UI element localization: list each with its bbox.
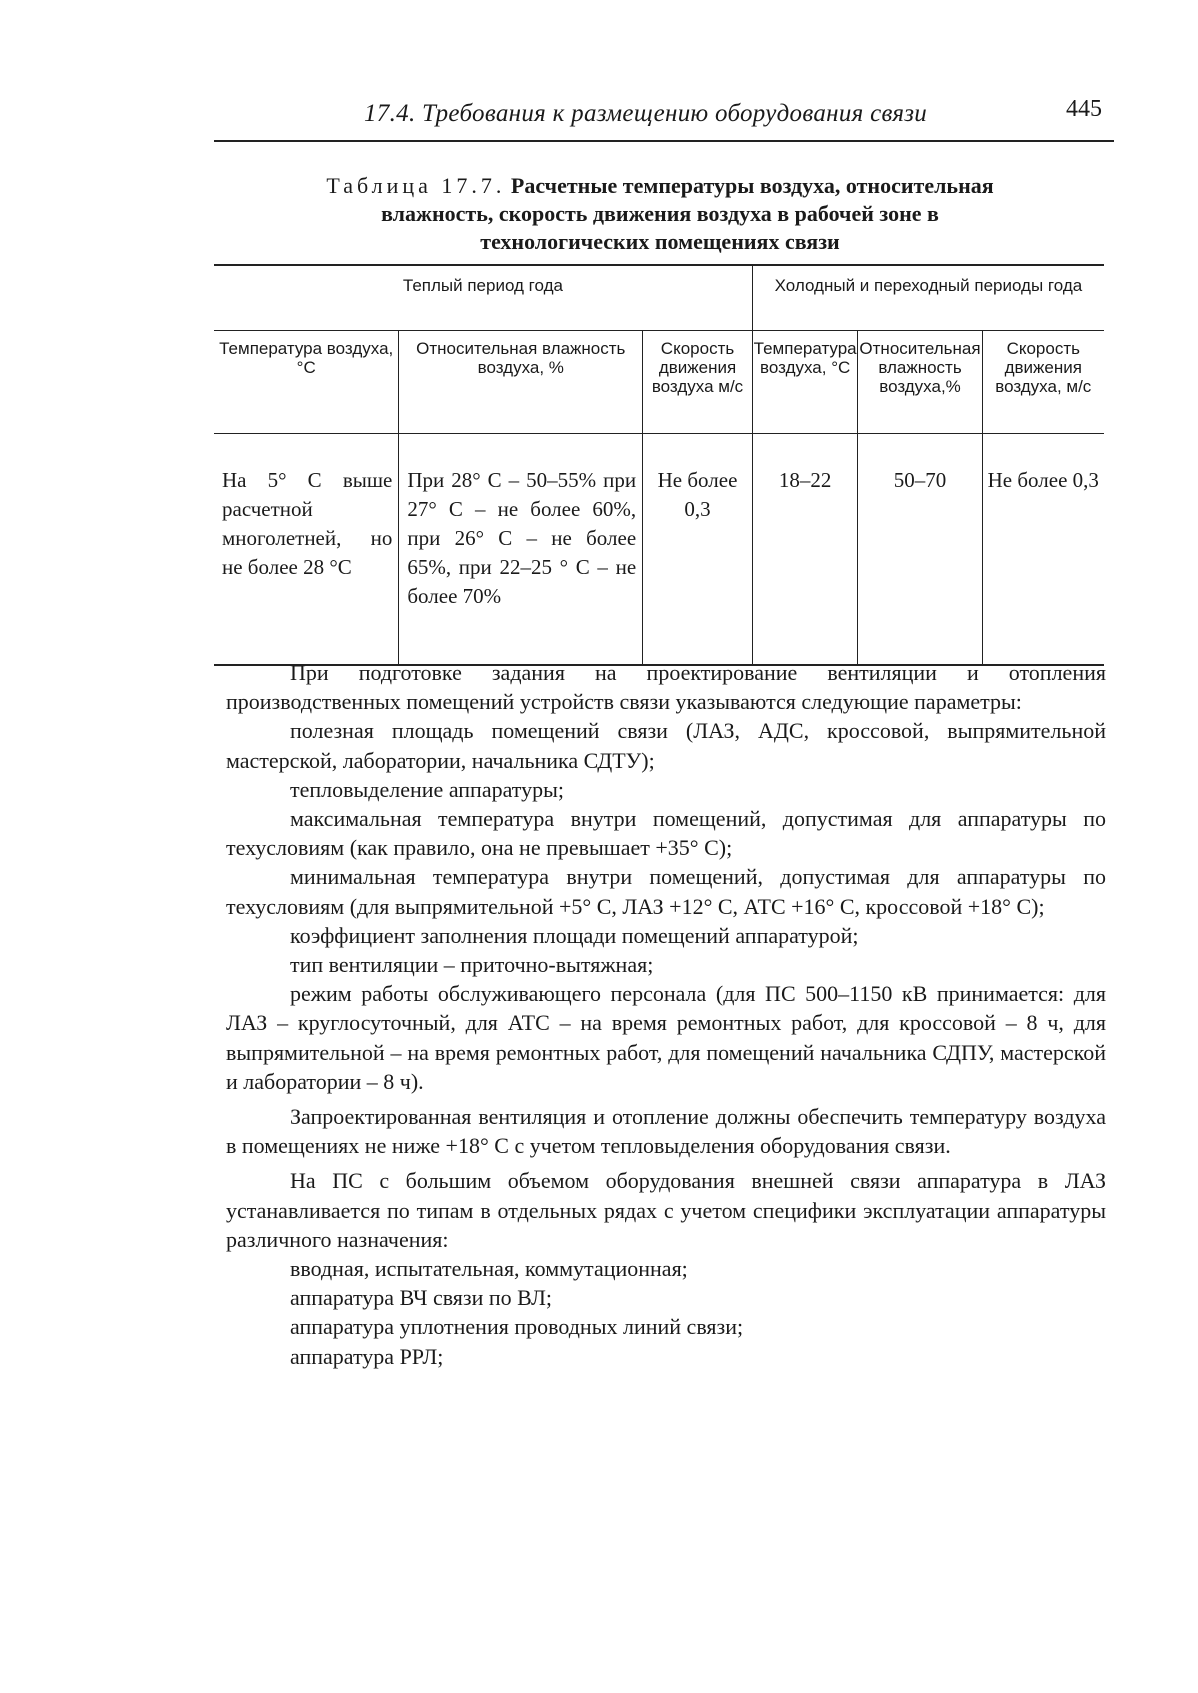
cell-cold-humidity: 50–70 xyxy=(858,434,982,666)
list-item: аппаратура уплотнения проводных линий связи; xyxy=(290,1314,744,1340)
cell-warm-temp: На 5° С выше расчетной многолетней, но не более 28 °С xyxy=(214,434,399,666)
paragraph: Запроектированная вентиляция и отопление должны обеспечить температуру воздуха в помещениях не ниже +18° С с учетом тепловыделения оборудования связи. xyxy=(226,1104,1106,1159)
list-item: тип вентиляции – приточно-вытяжная; xyxy=(290,952,654,978)
list-item: коэффициент заполнения площади помещений аппаратурой; xyxy=(290,922,859,948)
table-group-header-row xyxy=(214,265,1104,331)
cell-cold-speed: Не более 0,3 xyxy=(982,434,1104,666)
cell-warm-speed: Не более 0,3 xyxy=(643,434,753,666)
table-row xyxy=(214,434,1104,666)
group-header-cold: Холодный и переходный периоды года xyxy=(752,265,1104,331)
list-item: режим работы обслуживающего персонала (для ПС 500–1150 кВ принимается: для ЛАЗ – круглосуточный, для АТС – на время ремонтных работ, для кроссовой – 8 ч, для выпрямительной – на время ремонтных работ, для помещений начальника СДПУ, мастерской и лаборатории – 8 ч). xyxy=(226,981,1106,1094)
page-number: 445 xyxy=(1066,96,1102,122)
paragraph: На ПС с большим объемом оборудования внешней связи аппаратура в ЛАЗ устанавливается по типам в отдельных рядах с учетом специфики эксплуатации аппаратуры различного назначения: xyxy=(226,1168,1106,1252)
list-item: минимальная температура внутри помещений, допустимая для аппаратуры по техусловиям (для выпрямительной +5° С, ЛАЗ +12° С, АТС +16° С, кроссовой +18° С); xyxy=(226,864,1106,919)
table-caption xyxy=(300,172,1020,256)
list-item: максимальная температура внутри помещений, допустимая для аппаратуры по техусловиям (как правило, она не превышает +35° С); xyxy=(226,806,1106,861)
list-item: аппаратура РРЛ; xyxy=(290,1343,444,1369)
table-caption-label: Таблица 17.7. xyxy=(326,173,506,198)
paragraph: При подготовке задания на проектирование вентиляции и отопления производственных помещений устройств связи указываются следующие параметры: xyxy=(226,660,1106,715)
col-header-warm-speed: Скорость движения воздуха м/с xyxy=(643,331,753,434)
col-header-cold-temp: Температура воздуха, °С xyxy=(752,331,858,434)
climate-table xyxy=(214,264,1104,666)
list-item: полезная площадь помещений связи (ЛАЗ, АДС, кроссовой, выпрямительной мастерской, лаборатории, начальника СДТУ); xyxy=(226,718,1106,773)
group-header-warm: Теплый период года xyxy=(214,265,752,331)
col-header-warm-temp: Температура воздуха, °С xyxy=(214,331,399,434)
running-header xyxy=(214,96,1114,142)
list-item: вводная, испытательная, коммутационная; xyxy=(290,1256,688,1282)
list-item: тепловыделение аппаратуры; xyxy=(290,776,565,802)
col-header-warm-humidity: Относительная влажность воздуха, % xyxy=(399,331,643,434)
col-header-cold-speed: Скорость движения воздуха, м/с xyxy=(982,331,1104,434)
running-title: 17.4. Требования к размещению оборудования связи xyxy=(364,100,928,127)
list-item: аппаратура ВЧ связи по ВЛ; xyxy=(290,1285,553,1311)
body-text xyxy=(226,658,1106,1371)
cell-cold-temp: 18–22 xyxy=(752,434,858,666)
table-caption-title: Расчетные температуры воздуха, относительная влажность, скорость движения воздуха в рабочей зоне в технологических помещениях связи xyxy=(381,173,994,254)
cell-warm-humidity: При 28° С – 50–55% при 27° С – не более 60%, при 26° С – не более 65%, при 22–25 ° С – не более 70% xyxy=(399,434,643,666)
table-column-header-row xyxy=(214,331,1104,434)
col-header-cold-humidity: Относительная влажность воздуха,% xyxy=(858,331,982,434)
